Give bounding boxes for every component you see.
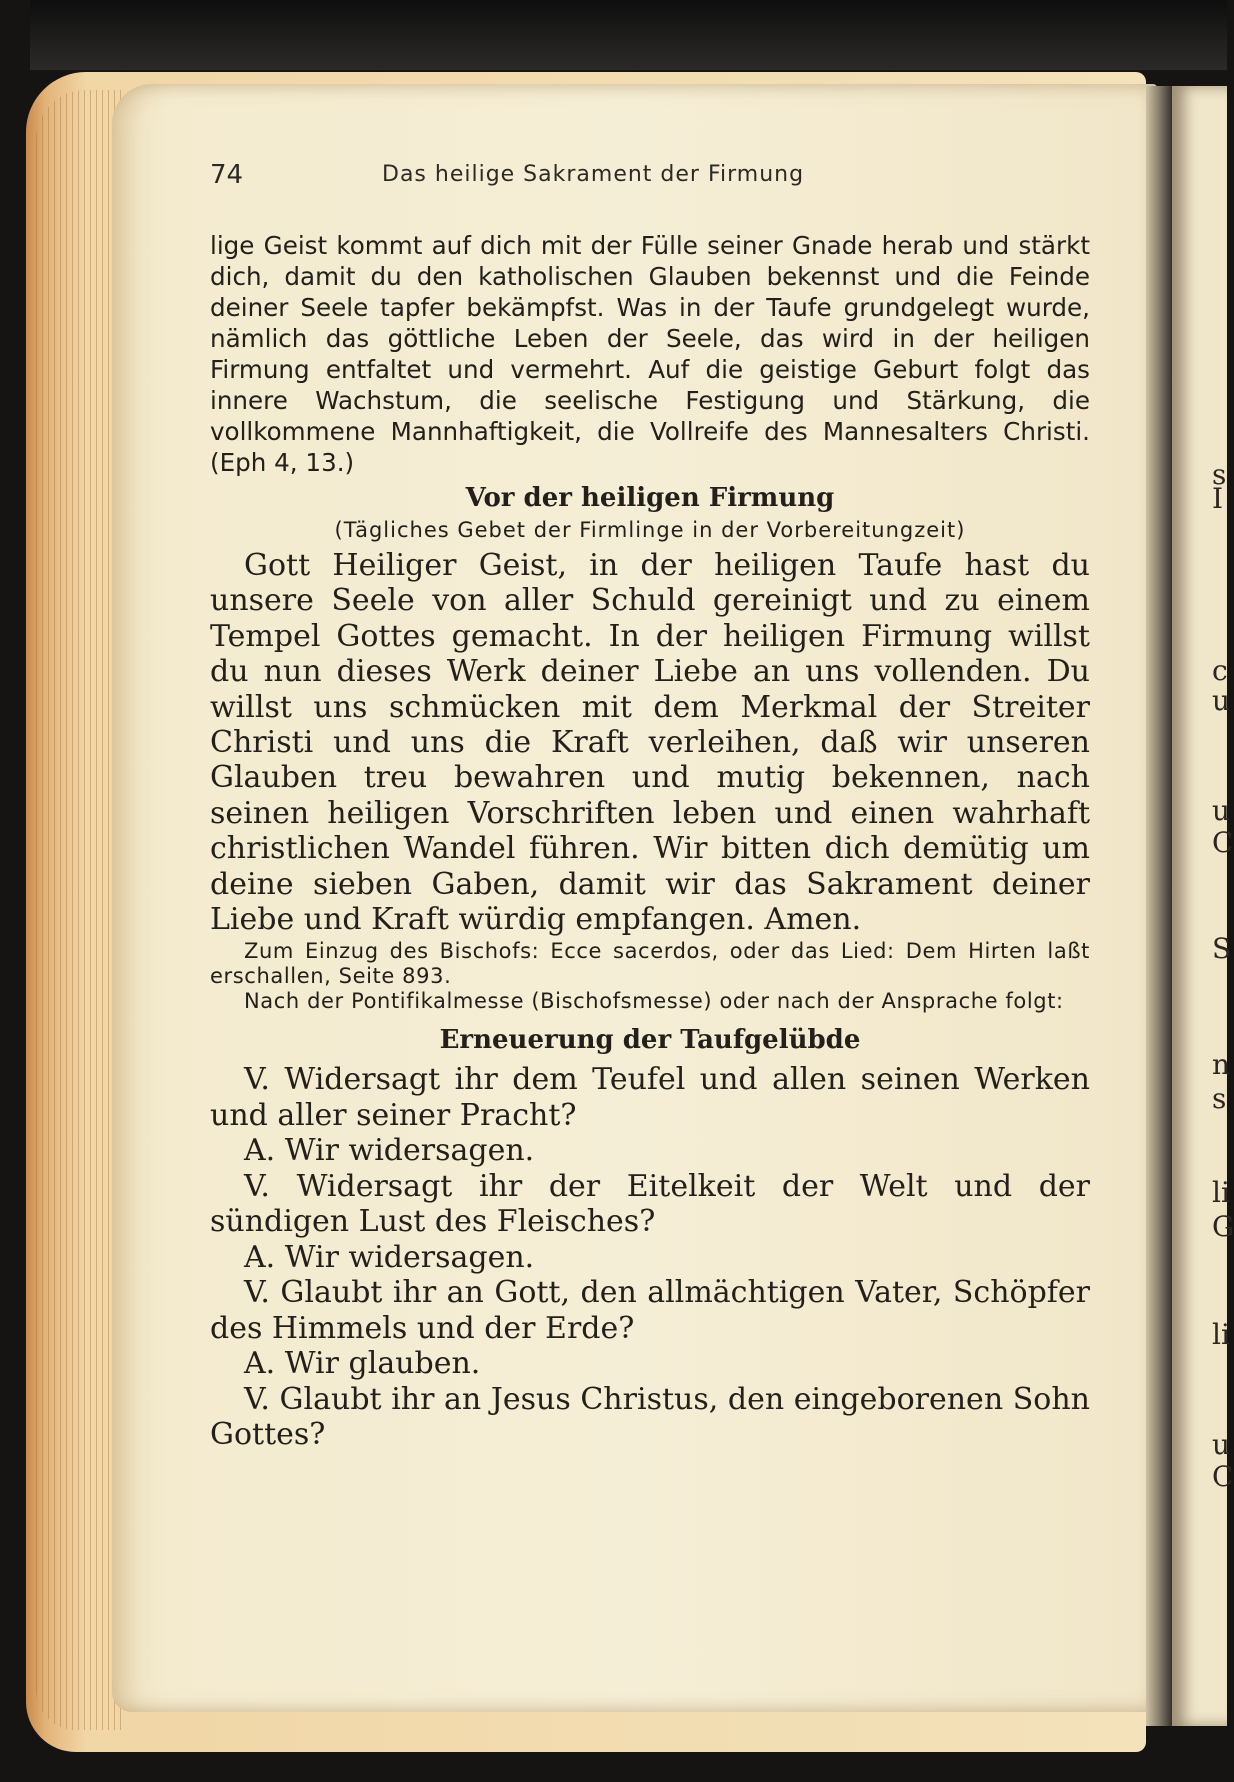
facing-fragment: u <box>1212 794 1231 827</box>
prayer-text: Gott Heiliger Geist, in der heiligen Taufe hast du unsere Seele von aller Schuld gereinigt und zu einem Tempel Gottes gemacht. In der heiligen Firmung willst du nun dieses Werk deiner Liebe an uns vollenden. Du willst uns schmücken mit dem Merkmal der Streiter Christi und uns die Kraft verleihen, daß wir unseren Glauben treu bewahren und mutig bekennen, nach seinen heiligen Vorschriften leben und einen wahrhaft christlichen Wandel führen. Wir bitten dich demütig um deine sieben Gaben, damit wir das Sakrament deiner Liebe und Kraft würdig empfangen. Amen. <box>210 548 1090 938</box>
facing-fragment: li <box>1212 1318 1230 1351</box>
page-header <box>210 160 1090 196</box>
facing-fragment: S <box>1212 932 1232 965</box>
facing-fragment: s <box>1212 458 1227 491</box>
dialog-line: A. Wir widersagen. <box>244 1133 535 1169</box>
facing-fragment: G <box>1212 1210 1234 1243</box>
facing-fragment: li <box>1212 1176 1230 1209</box>
facing-fragment: s <box>1212 1082 1227 1115</box>
vow-dialog <box>210 1062 1090 1453</box>
section-heading-firmung: Vor der heiligen Firmung <box>465 483 835 513</box>
section-heading-taufgeluebde: Erneuerung der Taufgelübde <box>439 1025 861 1056</box>
facing-fragment: C <box>1212 1460 1234 1493</box>
dialog-line: A. Wir glauben. <box>244 1346 481 1382</box>
running-title: Das heilige Sakrament der Firmung <box>382 162 805 187</box>
facing-fragment: I <box>1212 482 1224 515</box>
facing-fragment: c <box>1212 654 1228 687</box>
facing-page <box>1172 86 1234 1726</box>
facing-fragment: u <box>1212 684 1231 717</box>
dialog-line: V. Glaubt ihr an Gott, den allmächtigen Vater, Schöpfer des Himmels und der Erde? <box>210 1275 1090 1346</box>
facing-fragment: u <box>1212 1428 1231 1461</box>
body-paragraph: lige Geist kommt auf dich mit der Fülle seiner Gnade herab und stärkt dich, damit du den katholischen Glauben bekennst und die Feinde deiner Seele tapfer bekämpfst. Was in der Taufe grundgelegt wurde, nämlich das göttliche Leben der Seele, das wird in der heiligen Firmung entfaltet und vermehrt. Auf die geistige Geburt folgt das innere Wachstum, die seelische Festigung und Stärkung, die vollkommene Mannhaftigkeit, die Vollreife des Mannesalters Christi. (Eph 4, 13.) <box>210 231 1090 477</box>
book-cover-top <box>30 0 1227 70</box>
dialog-line: A. Wir widersagen. <box>244 1239 535 1275</box>
dialog-line: V. Widersagt ihr dem Teufel und allen seinen Werken und aller seiner Pracht? <box>210 1062 1090 1133</box>
page-number: 74 <box>210 160 244 190</box>
book-gutter <box>1146 86 1174 1726</box>
rubric-note: Nach der Pontifikalmesse (Bischofsmesse) oder nach der Ansprache folgt: <box>244 989 1064 1014</box>
facing-fragment: n <box>1212 1048 1231 1081</box>
dialog-line: V. Widersagt ihr der Eitelkeit der Welt und der sündigen Lust des Fleisches? <box>210 1168 1090 1240</box>
facing-fragment: C <box>1212 826 1234 859</box>
section-subheading: (Tägliches Gebet der Firmlinge in der Vorbereitungzeit) <box>334 518 966 542</box>
rubric-note: Zum Einzug des Bischofs: Ecce sacerdos, oder das Lied: Dem Hirten laßt erschallen, Seite 893. <box>210 939 1090 989</box>
page-content <box>210 230 1090 1453</box>
dialog-line: V. Glaubt ihr an Jesus Christus, den eingeborenen Sohn Gottes? <box>210 1381 1090 1453</box>
